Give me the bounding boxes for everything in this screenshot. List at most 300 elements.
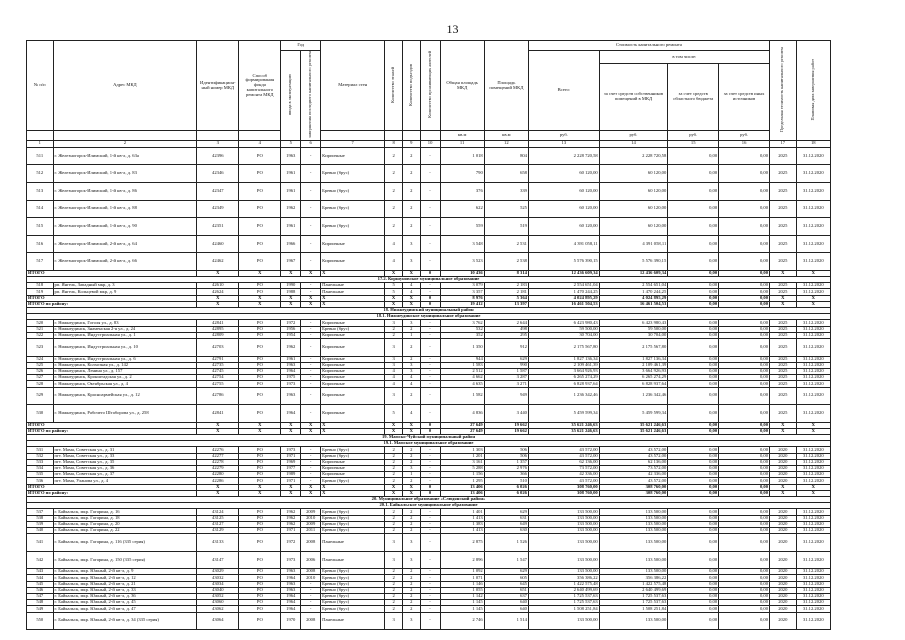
cell-area-total: 2 896	[440, 551, 484, 569]
cell-walls: Кирпичные	[321, 356, 385, 362]
cell-num: 524	[27, 356, 54, 362]
cell-floors: 3	[385, 612, 403, 630]
cell-id: 42624	[197, 289, 239, 295]
cell-walls: Панельные	[321, 283, 385, 289]
cell-max-cost: X	[770, 484, 797, 490]
cell-year-built: 1962	[281, 338, 301, 356]
cell-residents: -	[420, 381, 440, 387]
cell-entrances: 3	[402, 612, 420, 630]
cell-max-cost: 2025	[770, 289, 797, 295]
cell-area-total: 13 406	[440, 490, 484, 496]
cell-year-built: 1964	[281, 606, 301, 612]
cell-max-cost: 2025	[770, 253, 797, 271]
cell-plan-date: 31.12.2020	[796, 147, 830, 165]
cell-max-cost: 2020	[770, 453, 797, 459]
cell-walls: Панельные	[321, 289, 385, 295]
cell-area-res: 366	[484, 472, 528, 478]
cell-year-built: 1989	[281, 472, 301, 478]
cell-area-total: 944	[440, 356, 484, 362]
cell-budget: 0,00	[668, 527, 719, 533]
cell-area-total: 559	[440, 218, 484, 236]
cell-method: РО	[239, 283, 281, 289]
cell-address: г. Байкальск, мкр. Гагарина, д. 22	[53, 527, 197, 533]
cell-area-total: 3 762	[440, 320, 484, 326]
cell-total: 3 664 926,93	[528, 368, 599, 374]
cell-plan-date: 31.12.2020	[796, 338, 830, 356]
cell-floors: 2	[385, 326, 403, 332]
cell-residents: -	[420, 332, 440, 338]
cell-own: 1 508 251,84	[599, 606, 668, 612]
cell-area-total: 2 875	[440, 534, 484, 552]
cell-own: 6 423 980,43	[599, 320, 668, 326]
cell-plan-date: 31.12.2020	[796, 283, 830, 289]
cell-budget: 0,00	[668, 521, 719, 527]
cell-other: 0,00	[719, 447, 770, 453]
cell-num: 515	[27, 218, 54, 236]
unit-area2: кв.м	[484, 131, 528, 140]
column-index: 5	[281, 140, 301, 147]
cell-method: X	[239, 428, 281, 434]
cell-max-cost: 2025	[770, 405, 797, 423]
cell-area-res: 5 364	[484, 295, 528, 301]
cell-entrances: X	[402, 295, 420, 301]
cell-plan-date: 31.12.2020	[796, 606, 830, 612]
cell-entrances: X	[402, 422, 420, 428]
cell-floors: 2	[385, 594, 403, 600]
cell-method: РО	[239, 447, 281, 453]
cell-num: 542	[27, 551, 54, 569]
cell-year-last: -	[301, 594, 321, 600]
cell-area-total: 1 413	[440, 515, 484, 521]
cell-entrances: X	[402, 270, 420, 276]
cell-method: РО	[239, 405, 281, 423]
cell-max-cost: 2025	[770, 338, 797, 356]
cell-budget: 0,00	[668, 368, 719, 374]
cell-area-total: 1 142	[440, 594, 484, 600]
cell-num: 544	[27, 575, 54, 581]
cell-id: 42755	[197, 381, 239, 387]
cell-own: 62 136,00	[599, 459, 668, 465]
cell-own: 43 572,00	[599, 447, 668, 453]
cell-own: 43 572,00	[599, 453, 668, 459]
cell-year-built: X	[281, 301, 301, 307]
cell-entrances: 3	[402, 320, 420, 326]
column-index: 15	[668, 140, 719, 147]
cell-other: 0,00	[719, 612, 770, 630]
cell-entrances: 2	[402, 200, 420, 218]
cell-plan-date: X	[796, 422, 830, 428]
cell-floors: X	[385, 270, 403, 276]
cell-floors: 5	[385, 405, 403, 423]
cell-area-res: 637	[484, 594, 528, 600]
cell-total: 1 422 575,48	[528, 581, 599, 587]
cell-max-cost: 2020	[770, 515, 797, 521]
cell-year-last: -	[301, 581, 321, 587]
cell-year-built: 1964	[281, 368, 301, 374]
cell-method: РО	[239, 466, 281, 472]
cell-year-last: X	[301, 270, 321, 276]
cell-area-total: 1 582	[440, 387, 484, 405]
column-index: 13	[528, 140, 599, 147]
cell-plan-date: 31.12.2020	[796, 612, 830, 630]
cell-area-total: 5 288	[440, 466, 484, 472]
table-body	[27, 147, 831, 629]
cell-residents: -	[420, 527, 440, 533]
cell-area-res: 2 976	[484, 466, 528, 472]
cell-year-last: -	[301, 368, 321, 374]
cell-address: г. Байкальск, мкр. Южный, 2-й кв-л, д. 12	[53, 575, 197, 581]
cell-method: РО	[239, 575, 281, 581]
cell-num: 543	[27, 569, 54, 575]
cell-area-res: 649	[484, 521, 528, 527]
cell-residents: -	[420, 165, 440, 183]
cell-max-cost: 2025	[770, 368, 797, 374]
cell-area-res: 506	[484, 453, 528, 459]
cell-area-res: 1 547	[484, 551, 528, 569]
cell-other: 0,00	[719, 200, 770, 218]
cell-year-built: 1977	[281, 466, 301, 472]
cell-plan-date: 31.12.2020	[796, 534, 830, 552]
cell-year-last: -	[301, 466, 321, 472]
cell-max-cost: 2025	[770, 375, 797, 381]
cell-max-cost: 2020	[770, 472, 797, 478]
cell-max-cost: 2020	[770, 600, 797, 606]
column-index: 17	[770, 140, 797, 147]
table-row	[27, 218, 831, 236]
cell-walls: Панельные	[321, 534, 385, 552]
cell-budget: 0,00	[668, 600, 719, 606]
cell-year-built: 1961	[281, 218, 301, 236]
cell-residents: -	[420, 466, 440, 472]
cell-num: ИТОГО по району:	[27, 428, 197, 434]
table-row	[27, 147, 831, 165]
cell-year-last: -	[301, 289, 321, 295]
cell-other: 0,00	[719, 428, 770, 434]
cell-year-last: -	[301, 147, 321, 165]
cell-plan-date: 31.12.2020	[796, 447, 830, 453]
cell-year-last: -	[301, 606, 321, 612]
cell-id: 43034	[197, 581, 239, 587]
cell-plan-date: 31.12.2020	[796, 459, 830, 465]
cell-plan-date: 31.12.2020	[796, 235, 830, 253]
cell-method: РО	[239, 594, 281, 600]
cell-budget: 0,00	[668, 362, 719, 368]
cell-max-cost: X	[770, 490, 797, 496]
cell-num: 545	[27, 581, 54, 587]
cell-floors: 3	[385, 338, 403, 356]
capital-repair-table	[26, 40, 831, 630]
cell-id: 43052	[197, 594, 239, 600]
cell-total: 5 459 599,34	[528, 405, 599, 423]
cell-entrances: 2	[402, 459, 420, 465]
cell-residents: -	[420, 320, 440, 326]
cell-own: 356 386,22	[599, 575, 668, 581]
cell-max-cost: 2020	[770, 575, 797, 581]
cell-plan-date: 31.12.2020	[796, 375, 830, 381]
cell-area-res: 6 026	[484, 490, 528, 496]
cell-other: 0,00	[719, 387, 770, 405]
cell-year-built: 1969	[281, 459, 301, 465]
cell-budget: 0,00	[668, 387, 719, 405]
cell-floors: X	[385, 428, 403, 434]
cell-own: 30 704,00	[599, 332, 668, 338]
cell-year-built: 1963	[281, 362, 301, 368]
cell-own: 1 470 244,25	[599, 289, 668, 295]
column-index: 1	[27, 140, 54, 147]
cell-address: г. Байкальск, мкр. Гагарина, д. 150 (335 серия)	[53, 551, 197, 569]
unit-area1: кв.м	[440, 131, 484, 140]
cell-total: 2 554 651,04	[528, 283, 599, 289]
cell-id: 42791	[197, 356, 239, 362]
cell-num: 517	[27, 253, 54, 271]
cell-year-last: 2008	[301, 612, 321, 630]
cell-num: 536	[27, 478, 54, 484]
cell-residents: -	[420, 587, 440, 593]
cell-walls: Бревно (брус)	[321, 594, 385, 600]
cell-area-total: 4 836	[440, 405, 484, 423]
cell-residents: -	[420, 472, 440, 478]
cell-year-last: -	[301, 320, 321, 326]
cell-area-res: 8 314	[484, 270, 528, 276]
cell-budget: 0,00	[668, 428, 719, 434]
cell-walls: Бревно (брус)	[321, 218, 385, 236]
cell-other: 0,00	[719, 594, 770, 600]
cell-id: 43147	[197, 551, 239, 569]
cell-method: РО	[239, 368, 281, 374]
cell-walls: X	[321, 490, 385, 496]
cell-area-total: 19 412	[440, 301, 484, 307]
cell-own: 3 664 926,93	[599, 368, 668, 374]
cell-entrances: 2	[402, 521, 420, 527]
cell-walls: Кирпичные	[321, 147, 385, 165]
cell-walls: Кирпичные	[321, 387, 385, 405]
cell-num: 531	[27, 447, 54, 453]
cell-area-res: 519	[484, 218, 528, 236]
cell-num: 550	[27, 612, 54, 630]
cell-walls: Бревно (брус)	[321, 165, 385, 183]
cell-max-cost: 2025	[770, 332, 797, 338]
cell-walls: Бревно (брус)	[321, 569, 385, 575]
cell-plan-date: 31.12.2020	[796, 218, 830, 236]
cell-id: 43032	[197, 575, 239, 581]
cell-floors: X	[385, 484, 403, 490]
cell-plan-date: X	[796, 484, 830, 490]
section-heading: 18. Нижнеудинский муниципальный район	[27, 308, 831, 314]
cell-entrances: 4	[402, 405, 420, 423]
cell-other: 0,00	[719, 301, 770, 307]
cell-other: 0,00	[719, 368, 770, 374]
cell-walls: Бревно (брус)	[321, 200, 385, 218]
cell-budget: 0,00	[668, 594, 719, 600]
cell-area-total: 1 145	[440, 606, 484, 612]
cell-max-cost: 2025	[770, 381, 797, 387]
cell-method: РО	[239, 182, 281, 200]
cell-year-last: -	[301, 283, 321, 289]
cell-area-total: 1 145	[440, 600, 484, 606]
cell-year-last: -	[301, 200, 321, 218]
cell-floors: 2	[385, 509, 403, 515]
cell-entrances: 2	[402, 182, 420, 200]
cell-walls: Кирпичные	[321, 375, 385, 381]
cell-residents: -	[420, 253, 440, 271]
cell-method: РО	[239, 332, 281, 338]
cell-other: 0,00	[719, 459, 770, 465]
cell-other: 0,00	[719, 484, 770, 490]
cell-area-res: 3 440	[484, 405, 528, 423]
cell-walls: Кирпичные	[321, 332, 385, 338]
cell-residents: 0	[420, 428, 440, 434]
cell-year-built: X	[281, 422, 301, 428]
cell-max-cost: 2020	[770, 594, 797, 600]
cell-area-total: 3 523	[440, 253, 484, 271]
cell-address: г. Железногорск-Илимский, 1-й кв-л, д. 63а	[53, 147, 197, 165]
cell-area-total: 1 146	[440, 581, 484, 587]
cell-budget: 0,00	[668, 381, 719, 387]
cell-id: 42754	[197, 375, 239, 381]
cell-area-total: 3 548	[440, 235, 484, 253]
cell-floors: 3	[385, 387, 403, 405]
cell-other: 0,00	[719, 600, 770, 606]
cell-walls: Бревно (брус)	[321, 606, 385, 612]
cell-own: 60 120,00	[599, 200, 668, 218]
cell-year-last: -	[301, 165, 321, 183]
cell-floors: 4	[385, 381, 403, 387]
column-index: 18	[796, 140, 830, 147]
column-index: 11	[440, 140, 484, 147]
cell-floors: 2	[385, 478, 403, 484]
cell-year-built: 1990	[281, 283, 301, 289]
cell-total: 60 120,00	[528, 182, 599, 200]
cell-method: РО	[239, 147, 281, 165]
cell-max-cost: 2020	[770, 527, 797, 533]
cell-budget: 0,00	[668, 375, 719, 381]
column-index: 7	[321, 140, 385, 147]
cell-other: 0,00	[719, 182, 770, 200]
cell-budget: 0,00	[668, 405, 719, 423]
cell-max-cost: X	[770, 428, 797, 434]
cell-residents: -	[420, 338, 440, 356]
table-row	[27, 182, 831, 200]
cell-entrances: 2	[402, 606, 420, 612]
cell-year-built: 1971	[281, 453, 301, 459]
cell-budget: 0,00	[668, 490, 719, 496]
cell-area-total: 1 071	[440, 575, 484, 581]
cell-budget: 0,00	[668, 478, 719, 484]
cell-total: 308 760,00	[528, 490, 599, 496]
col-own: за счет средств собственников помещений в МКД	[599, 64, 668, 131]
cell-own: 133 500,00	[599, 551, 668, 569]
cell-budget: 0,00	[668, 165, 719, 183]
cell-max-cost: 2025	[770, 218, 797, 236]
col-incl: в том числе:	[599, 51, 769, 64]
cell-year-built: 1970	[281, 612, 301, 630]
cell-entrances: 2	[402, 453, 420, 459]
cell-total: 6 265 274,29	[528, 375, 599, 381]
section-heading: 20. Муниципальное образование «Слюдянский район»	[27, 496, 831, 502]
cell-budget: 0,00	[668, 459, 719, 465]
col-other: за счет средств иных источников	[719, 64, 770, 131]
col-area-res: Площадь помещений МКД	[484, 41, 528, 131]
cell-floors: 4	[385, 253, 403, 271]
cell-max-cost: 2025	[770, 235, 797, 253]
cell-other: 0,00	[719, 551, 770, 569]
cell-id: 42841	[197, 405, 239, 423]
cell-budget: 0,00	[668, 326, 719, 332]
cell-floors: 2	[385, 147, 403, 165]
cell-other: 0,00	[719, 375, 770, 381]
cell-id: 43129	[197, 527, 239, 533]
cell-area-total: 1 350	[440, 338, 484, 356]
cell-residents: -	[420, 368, 440, 374]
cell-area-total: 2 512	[440, 368, 484, 374]
cell-other: 0,00	[719, 218, 770, 236]
cell-residents: -	[420, 600, 440, 606]
cell-area-total: 790	[440, 165, 484, 183]
cell-max-cost: 2020	[770, 534, 797, 552]
cell-walls: Бревно (брус)	[321, 527, 385, 533]
cell-total: 60 120,00	[528, 200, 599, 218]
cell-year-last: -	[301, 447, 321, 453]
cell-address: г. Нижнеудинск, Индустриальная ул., д. 6	[53, 356, 197, 362]
cell-residents: -	[420, 200, 440, 218]
cell-id: 42346	[197, 165, 239, 183]
cell-max-cost: 2025	[770, 200, 797, 218]
cell-area-total: 1 583	[440, 362, 484, 368]
cell-residents: -	[420, 326, 440, 332]
cell-own: 308 760,00	[599, 490, 668, 496]
cell-year-built: 1973	[281, 551, 301, 569]
cell-year-last: X	[301, 484, 321, 490]
cell-floors: 2	[385, 515, 403, 521]
cell-id: 43062	[197, 606, 239, 612]
cell-area-res: 498	[484, 326, 528, 332]
column-index: 12	[484, 140, 528, 147]
cell-total: 42 336,00	[528, 472, 599, 478]
cell-total: 1 236 342,46	[528, 387, 599, 405]
cell-year-built: 1964	[281, 575, 301, 581]
cell-floors: 2	[385, 569, 403, 575]
cell-walls: X	[321, 301, 385, 307]
cell-entrances: 2	[402, 387, 420, 405]
cell-own: 16 461 504,53	[599, 301, 668, 307]
cell-year-last: -	[301, 326, 321, 332]
cell-plan-date: 31.12.2020	[796, 362, 830, 368]
cell-budget: 0,00	[668, 253, 719, 271]
cell-max-cost: 2020	[770, 569, 797, 575]
cell-area-total: 622	[440, 200, 484, 218]
cell-entrances: 2	[402, 478, 420, 484]
cell-floors: X	[385, 301, 403, 307]
cell-other: 0,00	[719, 165, 770, 183]
cell-residents: -	[420, 453, 440, 459]
cell-total: 62 136,00	[528, 459, 599, 465]
cell-method: РО	[239, 453, 281, 459]
cell-area-res: 3 287	[484, 375, 528, 381]
cell-walls: Кирпичные	[321, 235, 385, 253]
cell-entrances: 2	[402, 587, 420, 593]
unit-total: руб.	[528, 131, 599, 140]
cell-own: 133 500,00	[599, 612, 668, 630]
cell-residents: -	[420, 447, 440, 453]
cell-residents: -	[420, 182, 440, 200]
cell-area-total: 1 295	[440, 478, 484, 484]
cell-entrances: 2	[402, 515, 420, 521]
cell-plan-date: 31.12.2020	[796, 575, 830, 581]
cell-plan-date: 31.12.2020	[796, 600, 830, 606]
cell-id: X	[197, 301, 239, 307]
cell-address: рп. Янгель, Западный мкр, д. 3	[53, 283, 197, 289]
cell-entrances: 2	[402, 600, 420, 606]
